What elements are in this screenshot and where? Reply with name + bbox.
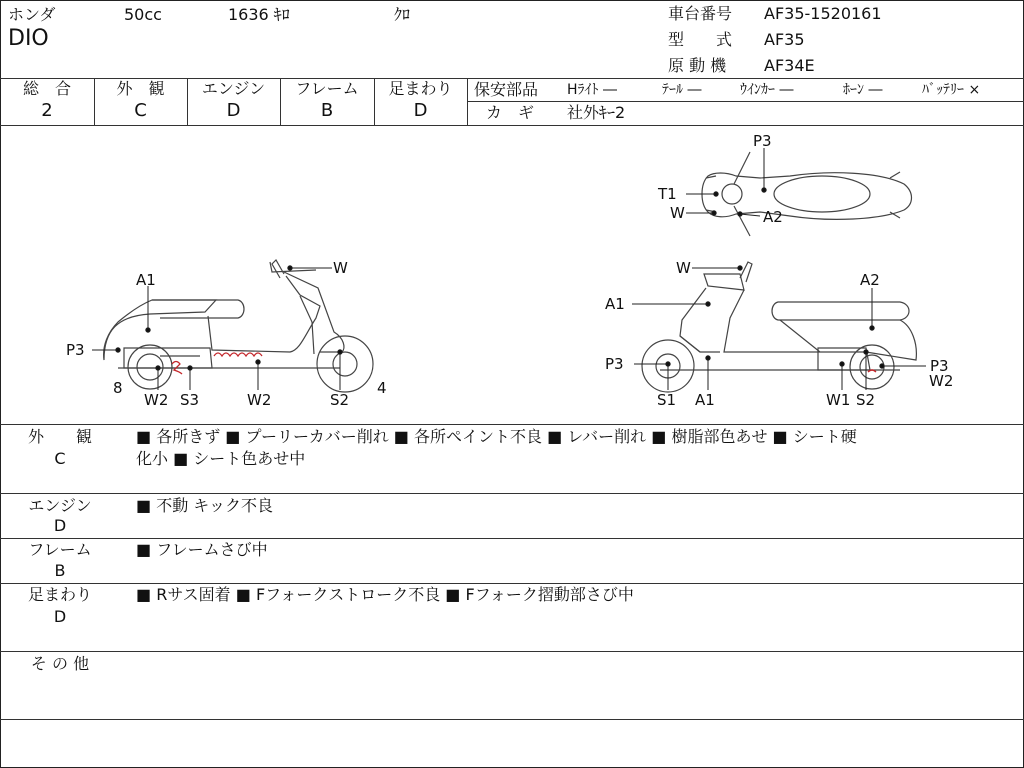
remark-engine-label: エンジン — [28, 496, 92, 515]
grade-exterior-value: C — [134, 100, 147, 121]
rule — [0, 493, 1024, 494]
grade-engine-label: エンジン — [201, 79, 266, 98]
grade-frame-value: B — [320, 100, 334, 121]
mark-right-w1: W1 — [826, 391, 851, 409]
type-label: 型 式 — [668, 30, 733, 49]
mileage: 1636 ｷﾛ — [228, 5, 290, 24]
mark-right-w2: W2 — [929, 372, 954, 390]
mark-right-a1b: A1 — [695, 391, 715, 409]
safety-item-battery: ﾊﾞｯﾃﾘｰ × — [922, 82, 981, 98]
frame-no-label: 車台番号 — [668, 4, 733, 23]
mark-left-w2a: W2 — [144, 391, 169, 409]
mark-top-w: W — [670, 204, 685, 222]
key-label: カ ギ — [486, 103, 535, 122]
mark-top-p3: P3 — [753, 132, 772, 150]
mark-top-a2: A2 — [763, 208, 783, 226]
scooter-top-view — [702, 152, 912, 236]
mark-left-s2: S2 — [330, 391, 350, 409]
grade-total-value: 2 — [41, 100, 53, 121]
rule — [0, 651, 1024, 652]
remark-engine-grade: D — [53, 516, 67, 535]
mark-left-w: W — [333, 259, 348, 277]
remark-frame-line1: ■ フレームさび中 — [136, 540, 268, 559]
frame-no: AF35-1520161 — [764, 4, 882, 23]
remark-suspension-label: 足まわり — [27, 585, 92, 604]
grade-suspension-label: 足まわり — [388, 79, 453, 98]
mark-left-8: 8 — [113, 379, 123, 397]
grade-suspension-value: D — [413, 100, 428, 121]
engine-label: 原 動 機 — [668, 56, 727, 75]
engine-value: AF34E — [764, 56, 815, 75]
damage-scribbles — [172, 353, 876, 374]
model-name: DIO — [8, 26, 49, 51]
rule — [0, 538, 1024, 539]
remark-exterior-grade: C — [54, 449, 66, 468]
remark-other-label: そ の 他 — [30, 654, 90, 673]
grade-frame-label: フレーム — [295, 79, 359, 98]
maker: ホンダ — [8, 5, 56, 24]
safety-label: 保安部品 — [474, 80, 539, 99]
mark-right-a2: A2 — [860, 271, 880, 289]
safety-item-horn: ﾎｰﾝ ― — [843, 82, 883, 98]
mark-left-4: 4 — [377, 379, 387, 397]
remark-frame-label: フレーム — [28, 540, 92, 559]
rule — [0, 719, 1024, 720]
mark-left-w2b: W2 — [247, 391, 272, 409]
mark-right-s1: S1 — [657, 391, 677, 409]
safety-item-tail: ﾃｰﾙ ― — [662, 82, 702, 98]
rule — [0, 583, 1024, 584]
mark-top-t1: T1 — [658, 185, 677, 203]
displacement: 50cc — [124, 5, 162, 24]
grade-engine-value: D — [226, 100, 241, 121]
remark-exterior-label: 外 観 — [27, 427, 92, 446]
mark-right-p3l: P3 — [605, 355, 624, 373]
color: ｸﾛ — [394, 5, 411, 24]
remark-suspension-grade: D — [53, 607, 67, 626]
grade-total-label: 総 合 — [22, 79, 71, 98]
remark-suspension-line1: ■ Rサス固着 ■ Fフォークストローク不良 ■ Fフォーク摺動部さび中 — [136, 585, 634, 604]
mark-right-s2: S2 — [856, 391, 876, 409]
remark-exterior-line2: 化小 ■ シート色あせ中 — [136, 449, 306, 468]
mark-left-a1: A1 — [136, 271, 156, 289]
mark-left-s3: S3 — [180, 391, 200, 409]
safety-item-winker: ｳｲﾝｶｰ ― — [740, 82, 794, 98]
remark-frame-grade: B — [54, 561, 66, 580]
mark-right-w: W — [676, 259, 691, 277]
grade-exterior-label: 外 観 — [116, 79, 165, 98]
safety-item-headlight: Hﾗｲﾄ ― — [567, 82, 617, 98]
remark-exterior-line1: ■ 各所きず ■ プーリーカバー削れ ■ 各所ペイント不良 ■ レバー削れ ■ 樹脂部色あせ ■ シート硬 — [136, 427, 857, 446]
key-value: 社外ｷｰ2 — [567, 103, 626, 122]
remark-engine-line1: ■ 不動 キック不良 — [136, 496, 273, 515]
mark-right-a1: A1 — [605, 295, 625, 313]
type-value: AF35 — [764, 30, 805, 49]
mark-right-p3r: P3 — [930, 357, 949, 375]
mark-left-p3: P3 — [66, 341, 85, 359]
